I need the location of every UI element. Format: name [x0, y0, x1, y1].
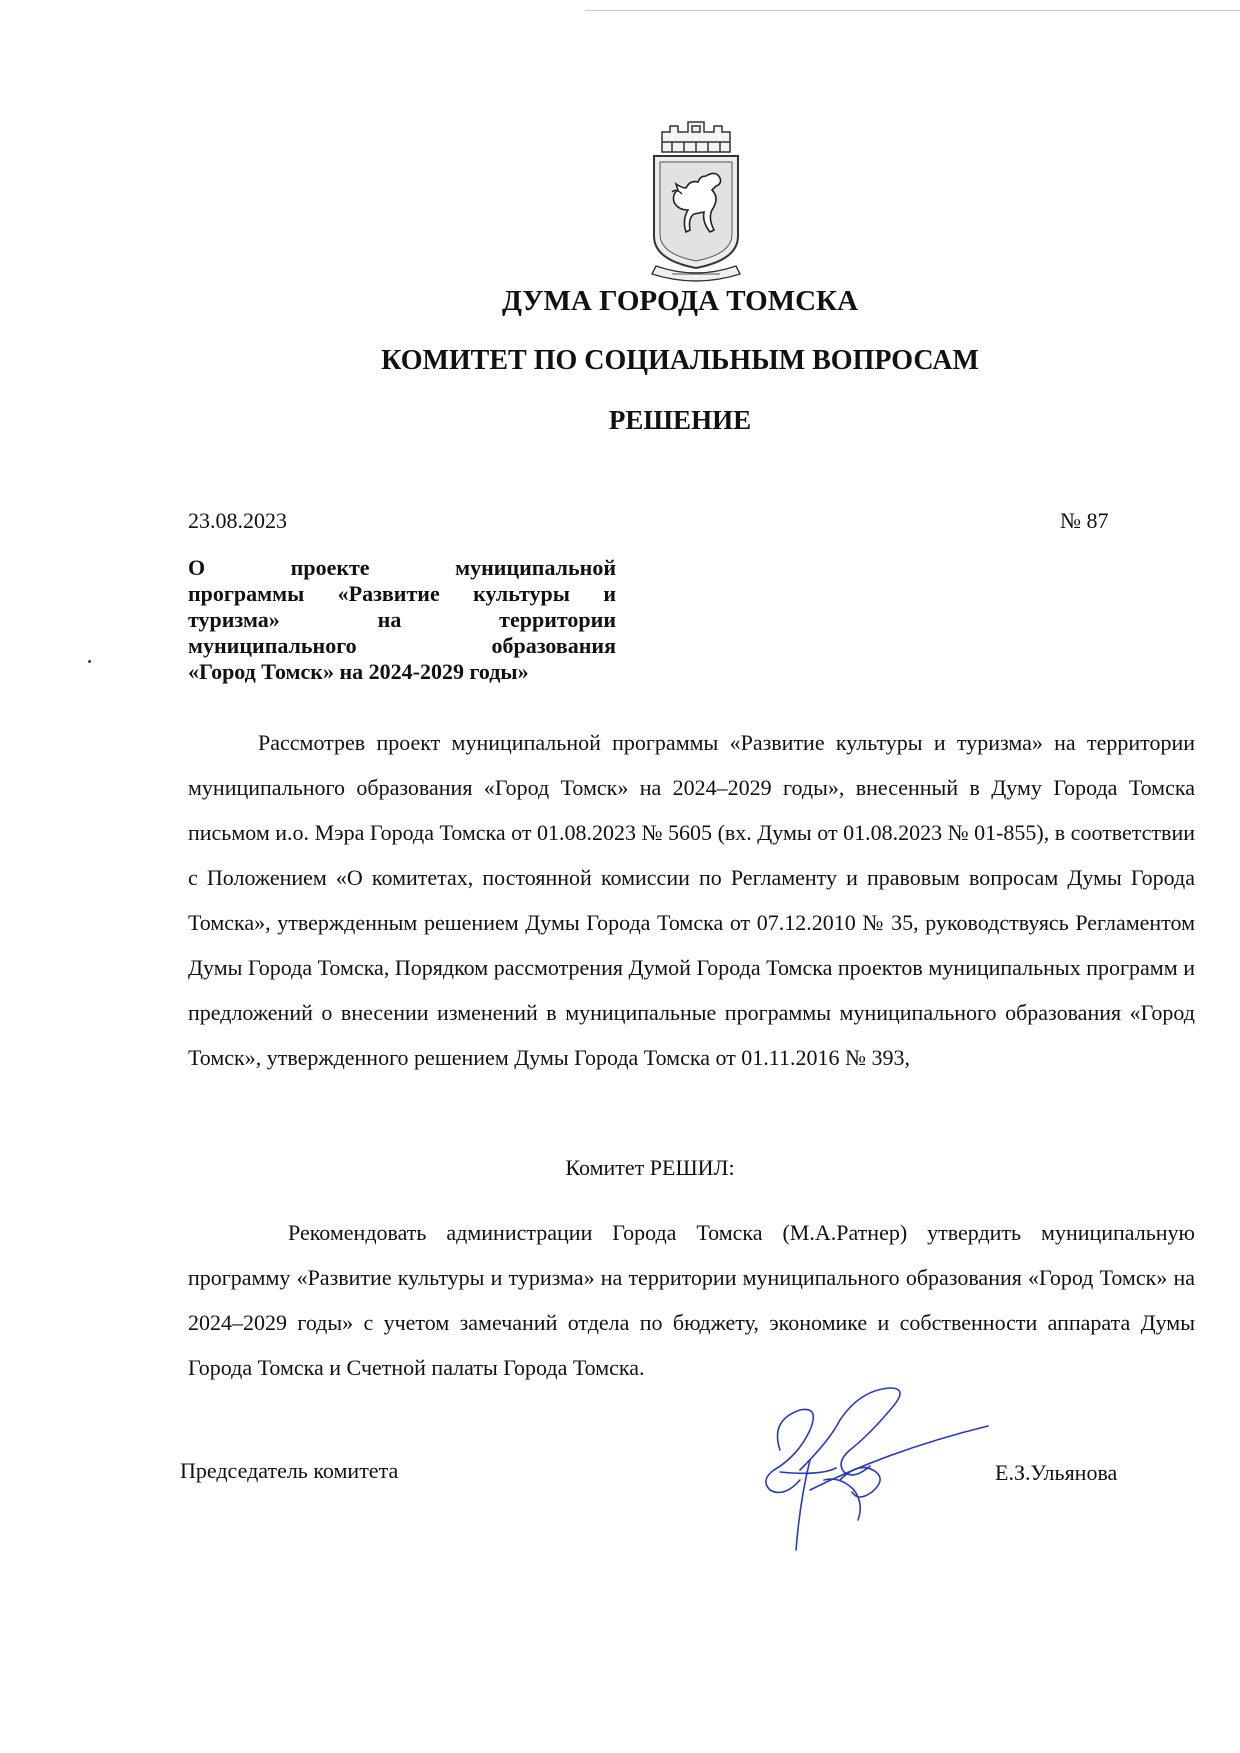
body-paragraph-resolution: Рекомендовать администрации Города Томска (М.А.Ратнер) утвердить муниципальную программу «Развитие культуры и туризма» на территории муниципального образования «Город Томск» на 2024–2029 годы» с учетом замечаний отдела по бюджету, экономике и собственности аппарата Думы Города Томска и Счетной палаты Города Томска.: [188, 1220, 1195, 1380]
document-date: 23.08.2023: [188, 508, 287, 533]
subject-line: О проекте муниципальной: [188, 555, 616, 580]
body-paragraph-preamble: Рассмотрев проект муниципальной программы «Развитие культуры и туризма» на территории муниципального образования «Город Томск» на 2024–2029 годы», внесенный в Думу Города Томска письмом и.о. Мэра Города Томска от 01.08.2023 № 5605 (вх. Думы от 01.08.2023 № 01-855), в соответствии с Положением «О комитетах, постоянной комиссии по Регламенту и правовым вопросам Думы Города Томска», утвержденным решением Думы Города Томска от 07.12.2010 № 35, руководствуясь Регламентом Думы Города Томска, Порядком рассмотрения Думой Города Томска проектов муниципальных программ и предложений о внесении изменений в муниципальные программы муниципального образования «Город Томск», утвержденного решением Думы Города Томска от 01.11.2016 № 393,: [188, 730, 1195, 1070]
scan-edge-line: [585, 10, 1240, 11]
subject-line: программы «Развитие культуры и: [188, 581, 616, 606]
resolved-heading: Комитет РЕШИЛ:: [565, 1155, 735, 1180]
tomsk-coat-of-arms-icon: [642, 118, 750, 288]
document-subject: [188, 555, 616, 685]
document-number: № 87: [1060, 508, 1109, 533]
handwritten-signature-icon: [740, 1380, 990, 1560]
subject-line: «Город Томск» на 2024-2029 годы»: [188, 659, 529, 684]
subject-line: туризма» на территории: [188, 607, 616, 632]
signatory-name: Е.З.Ульянова: [995, 1460, 1118, 1485]
scan-speck: [88, 660, 91, 663]
subject-line: муниципального образования: [188, 633, 616, 658]
committee-title: КОМИТЕТ ПО СОЦИАЛЬНЫМ ВОПРОСАМ: [381, 345, 979, 376]
document-type-title: РЕШЕНИЕ: [608, 405, 752, 435]
signatory-role: Председатель комитета: [180, 1458, 399, 1483]
org-title: ДУМА ГОРОДА ТОМСКА: [501, 285, 859, 317]
